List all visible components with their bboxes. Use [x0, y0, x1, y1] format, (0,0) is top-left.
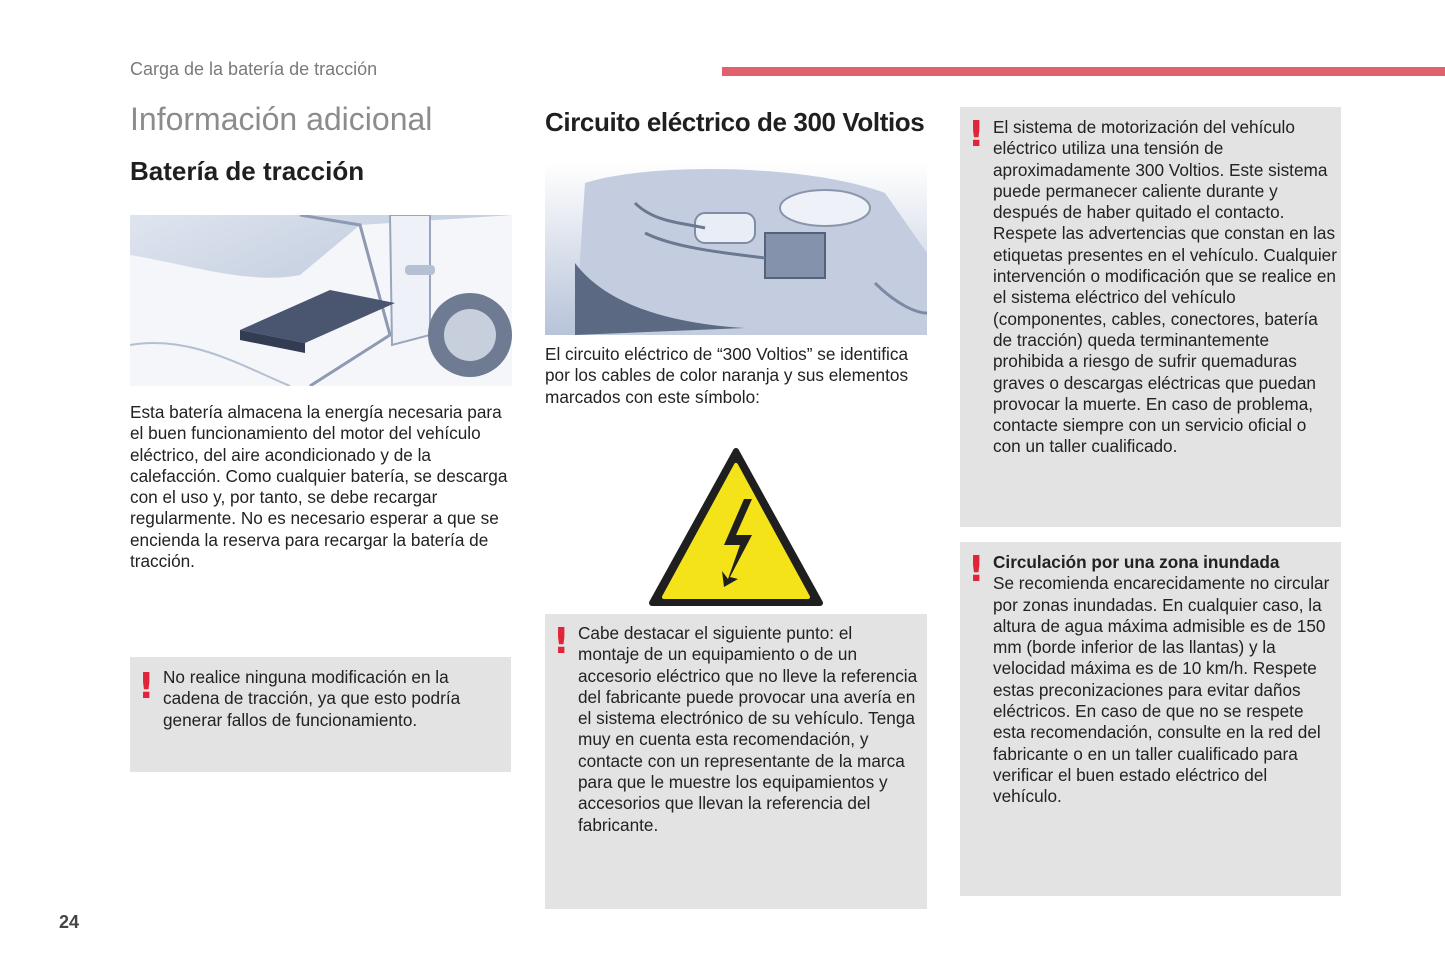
battery-warning-box — [130, 657, 511, 772]
flood-warning-box — [960, 542, 1341, 896]
section-title: Información adicional — [130, 101, 433, 137]
page-number: 24 — [59, 912, 80, 932]
exclamation-icon: ! — [138, 666, 155, 707]
running-head: Carga de la batería de tracción — [130, 59, 378, 79]
engine-compartment-illustration — [545, 163, 927, 335]
circuit-warning-text: Cabe destacar el siguiente punto: el montaje de un equipamiento o de un accesorio eléctrico que no lleve la referencia del fabricante puede provocar una avería en el sistema electrónico de su vehículo. Tenga muy en cuenta esta recomendación, y contacte con un representante de la marca para que le muestre los equipamientos y accesorios que llevan la referencia del fabricante. — [578, 623, 918, 835]
battery-warning-text: No realice ninguna modificación en la cadena de tracción, ya que esto podría generar fallos de funcionamiento. — [163, 667, 461, 730]
circuit-description: El circuito eléctrico de “300 Voltios” se identifica por los cables de color naranja y sus elementos marcados con este símbolo: — [545, 344, 909, 407]
header-accent-bar — [722, 67, 1445, 76]
battery-description: Esta batería almacena la energía necesaria para el buen funcionamiento del motor del vehículo eléctrico, del aire acondicionado y de la calefacción. Como cualquier batería, se descarga con el uso y, por tanto, se debe recargar regularmente. No es necesario esperar a que se encienda la reserva para recargar la batería de tracción. — [130, 402, 508, 572]
system-warning-text: El sistema de motorización del vehículo eléctrico utiliza una tensión de aproximadamente 300 Voltios. Este sistema puede permanecer caliente durante y después de haber quitado el contacto. Respete las advertencias que constan en las etiquetas presentes en el vehículo. Cualquier intervención o modificación que se realice en el sistema eléctrico del vehículo (componentes, cables, conectores, batería de tracción) queda terminantemente prohibida a riesgo de sufrir quemaduras graves o descargas eléctricas que puedan provocar la muerte. En caso de problema, contacte siempre con un servicio oficial o con un taller cualificado. — [993, 117, 1337, 457]
exclamation-icon: ! — [968, 114, 985, 155]
high-voltage-warning-icon — [648, 447, 824, 609]
circuit-warning-box — [545, 614, 927, 909]
flood-warning-text: Se recomienda encarecidamente no circular por zonas inundadas. En cualquier caso, la altura de agua máxima admisible es de 150 mm (borde inferior de las llantas) y la velocidad máxima es de 10 km/h. Respete estas preconizaciones para evitar daños eléctricos. En caso de que no se respete esta recomendación, consulte en la red del fabricante o en un taller cualificado para verificar el buen estado eléctrico del vehículo. — [993, 573, 1330, 807]
flood-warning-title: Circulación por una zona inundada — [993, 552, 1280, 572]
exclamation-icon: ! — [553, 621, 570, 662]
battery-car-illustration — [130, 215, 512, 386]
circuit-heading: Circuito eléctrico de 300 Voltios — [545, 107, 925, 137]
flood-warning-content — [993, 552, 1338, 808]
system-warning-box — [960, 107, 1341, 527]
battery-heading: Batería de tracción — [130, 156, 365, 186]
exclamation-icon: ! — [968, 549, 985, 590]
